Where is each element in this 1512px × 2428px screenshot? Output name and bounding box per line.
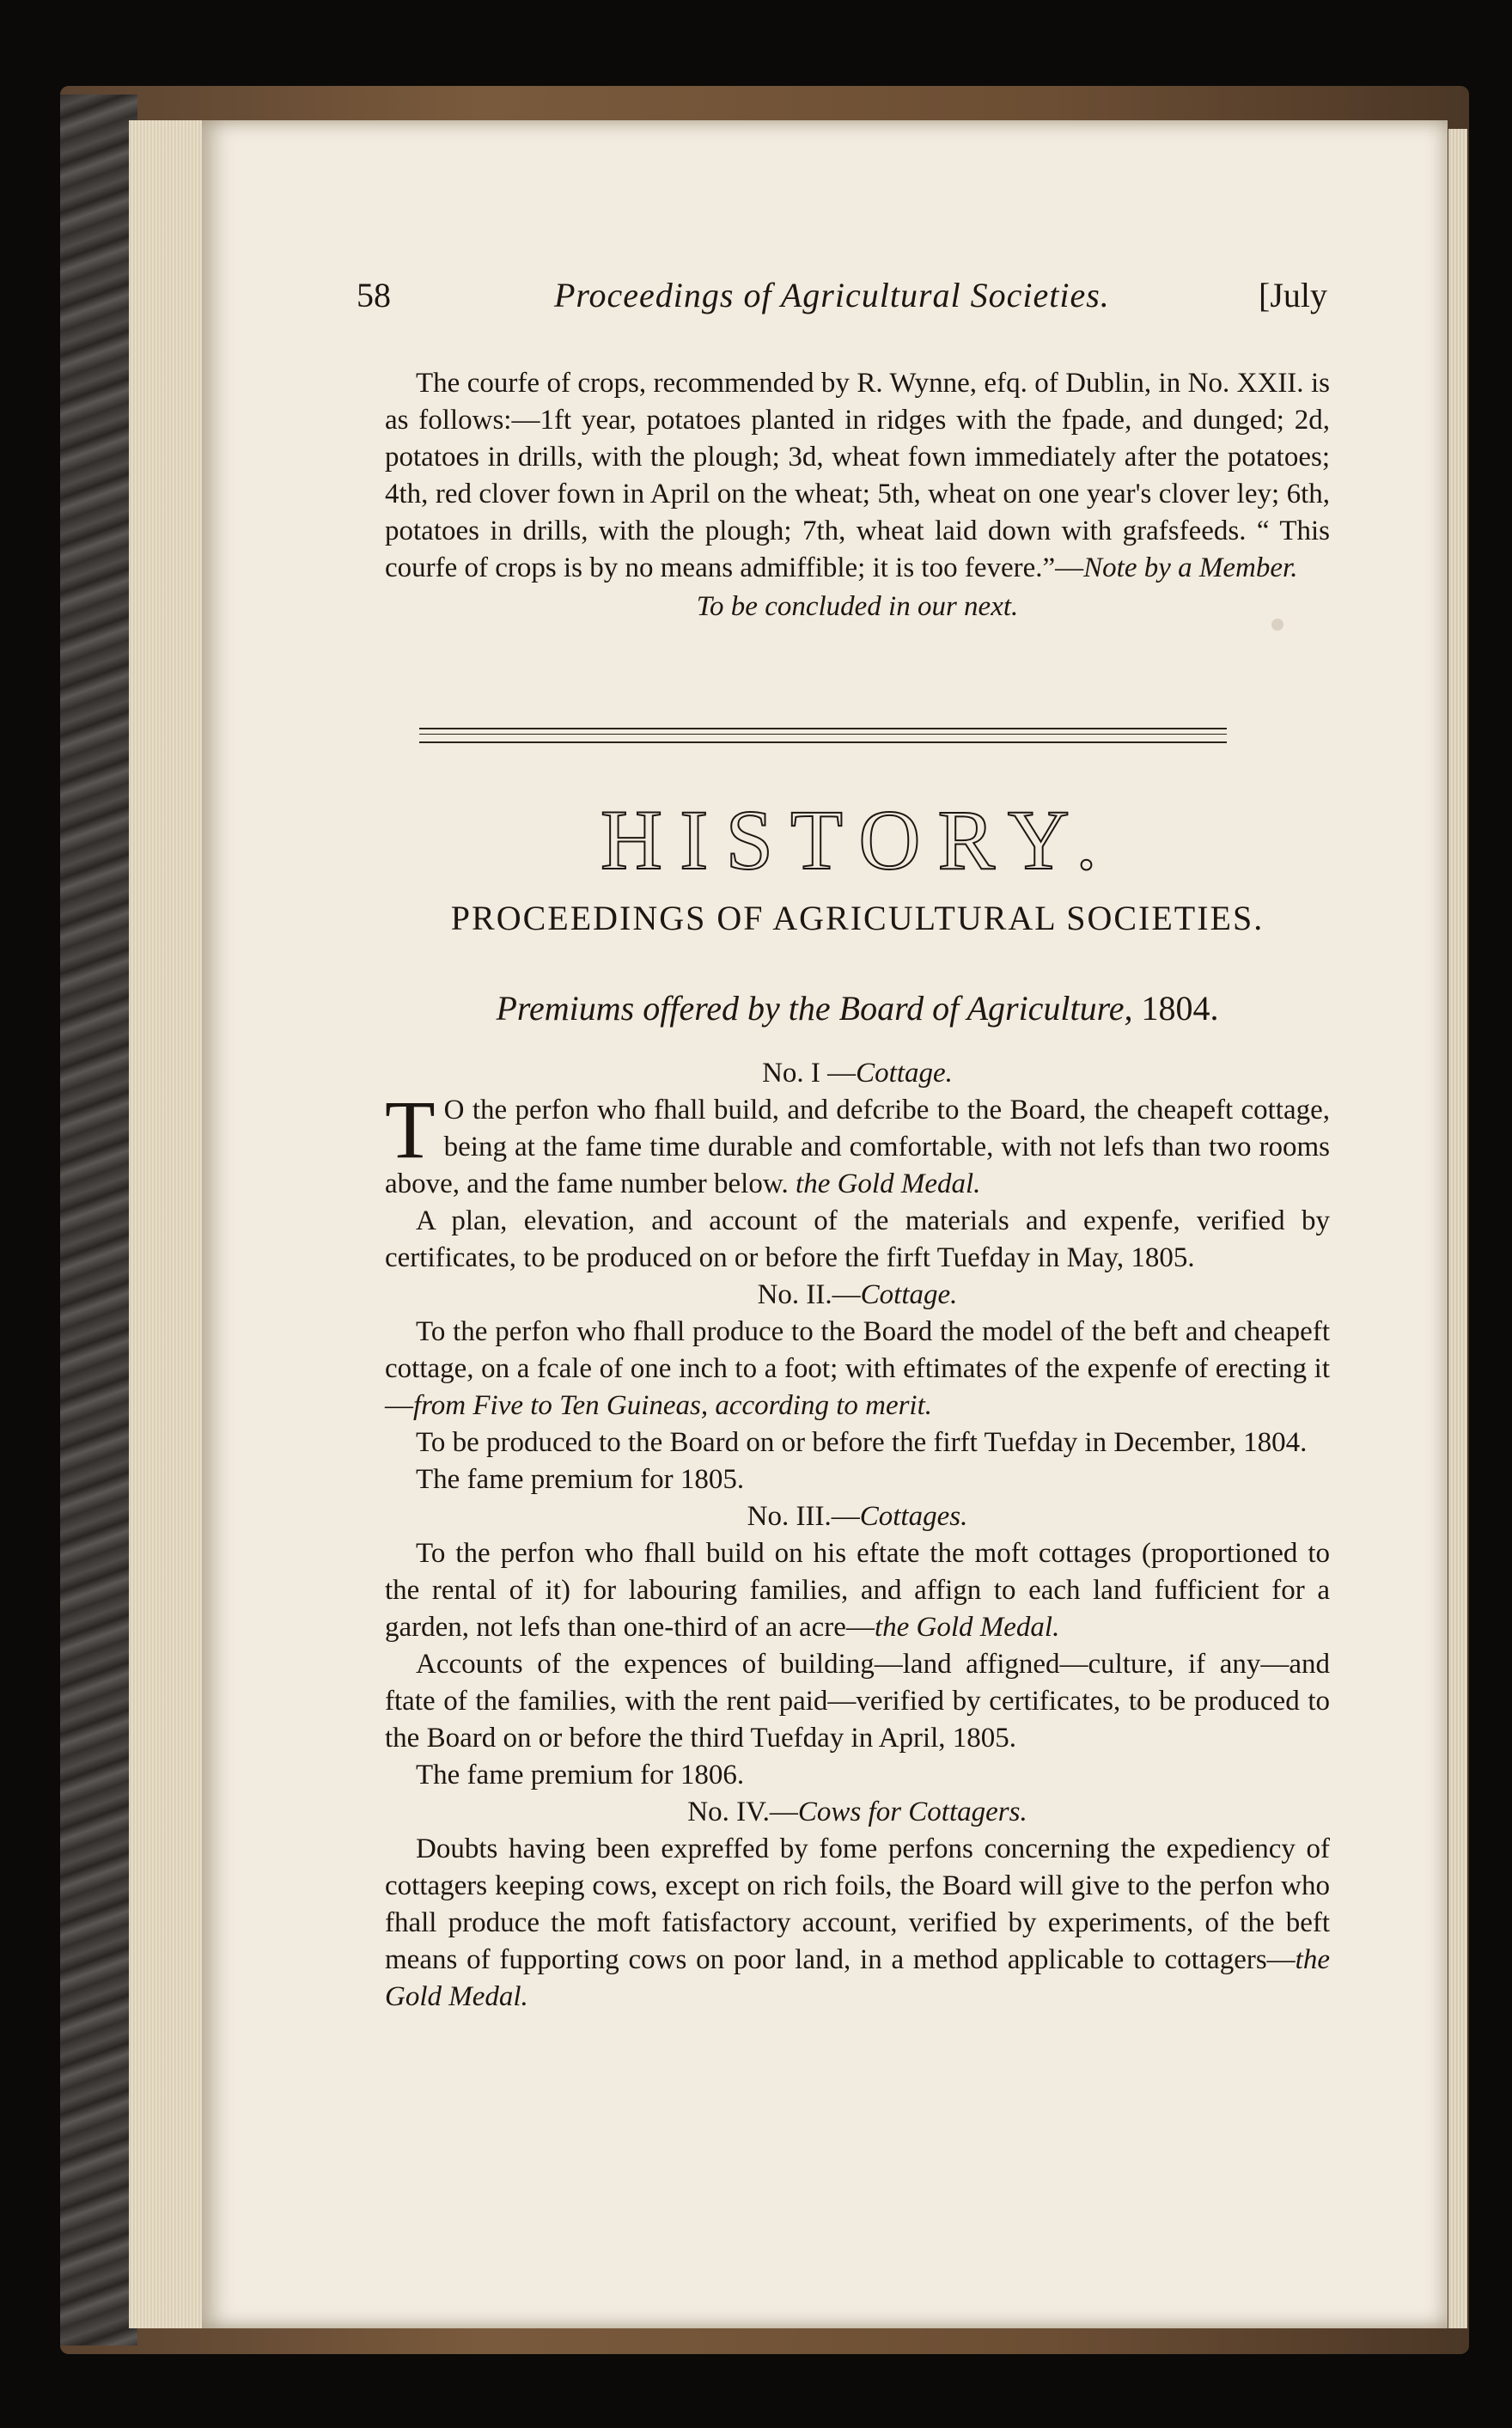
running-month: [July [1259, 276, 1327, 314]
section-heading: HISTORY. [600, 792, 1115, 888]
section-rule [419, 728, 1227, 743]
item-no1-paragraph: T O the perfon who fhall build, and defcribe to the Board, the cheapeft cottage, being at the fame time durable and comfortable, with not lefs than two rooms above, and the fame number below. the Gold Medal. [385, 1083, 1330, 1199]
item-no3-details: Accounts of the expences of building—land affigned—culture, if any—and ftate of the families, with the rent paid—verified by certificates, to be produced to the Board on or before the third Tuefday in April, 1805. [385, 1649, 1330, 1754]
item-no1-details: A plan, elevation, and account of the materials and expenfe, verified by certificates, to be produced on or before the firft Tuefday in May, 1805. [385, 1205, 1330, 1273]
drop-cap: T [385, 1083, 436, 1175]
item-no2-paragraph: To the perfon who fhall produce to the Board the model of the beft and cheapeft cottage, on a fcale of one inch to a foot; with eftimates of the expenfe of erecting it—from Five to Ten Guineas, according to merit. [385, 1316, 1330, 1421]
item-no4-paragraph: Doubts having been expreffed by fome perfons concerning the expediency of cottagers keeping cows, except on rich foils, the Board will give to the perfon who fhall produce the moft fatisfactory account, verified by experiments, of the beft means of fupporting cows on poor land, in a method applicable to cottagers—the Gold Medal. [385, 1833, 1330, 2012]
page-number: 58 [357, 276, 391, 314]
crop-course-paragraph: The courfe of crops, recommended by R. Wynne, efq. of Dublin, in No. XXII. is as follows:—1ft year, potatoes planted in ridges with the fpade, and dunged; 2d, potatoes in drills, with the plough; 3d, wheat fown immediately after the potatoes; 4th, red clover fown in April on the wheat; 5th, wheat on one year's clover ley; 6th, potatoes in drills, with the plough; 7th, wheat laid down with grafsfeeds. “ This courfe of crops is by no means admiffible; it is too fevere.”—Note by a Member. [385, 368, 1330, 583]
item-no3-paragraph: To the perfon who fhall build on his eftate the moft cottages (proportioned to the rental of it) for labouring families, and affign to each land fufficient for a garden, not lefs than one-third of an acre—the Gold Medal. [385, 1538, 1330, 1643]
member-note: Note by a Member. [1083, 552, 1298, 583]
item-heading-no1: No. I —Cottage. [762, 1058, 953, 1089]
top-passage [385, 365, 1330, 625]
premiums-title: Premiums offered by the Board of Agriculture, 1804. [496, 989, 1219, 1028]
item-heading-no2: No. II.—Cottage. [757, 1279, 958, 1310]
item-no2-details: To be produced to the Board on or before the firft Tuefday in December, 1804. [416, 1427, 1308, 1458]
item-no3-repeat: The fame premium for 1806. [416, 1760, 745, 1790]
continuation-note: To be concluded in our next. [696, 591, 1019, 622]
item-heading-no4: No. IV.—Cows for Cottagers. [687, 1797, 1027, 1827]
premiums-list [385, 1055, 1330, 2016]
running-title: Proceedings of Agricultural Societies. [554, 276, 1110, 314]
item-heading-no3: No. III.—Cottages. [747, 1501, 968, 1532]
subheading: PROCEEDINGS OF AGRICULTURAL SOCIETIES. [450, 899, 1265, 937]
item-no2-repeat: The fame premium for 1805. [416, 1464, 745, 1495]
running-head [357, 275, 1327, 326]
